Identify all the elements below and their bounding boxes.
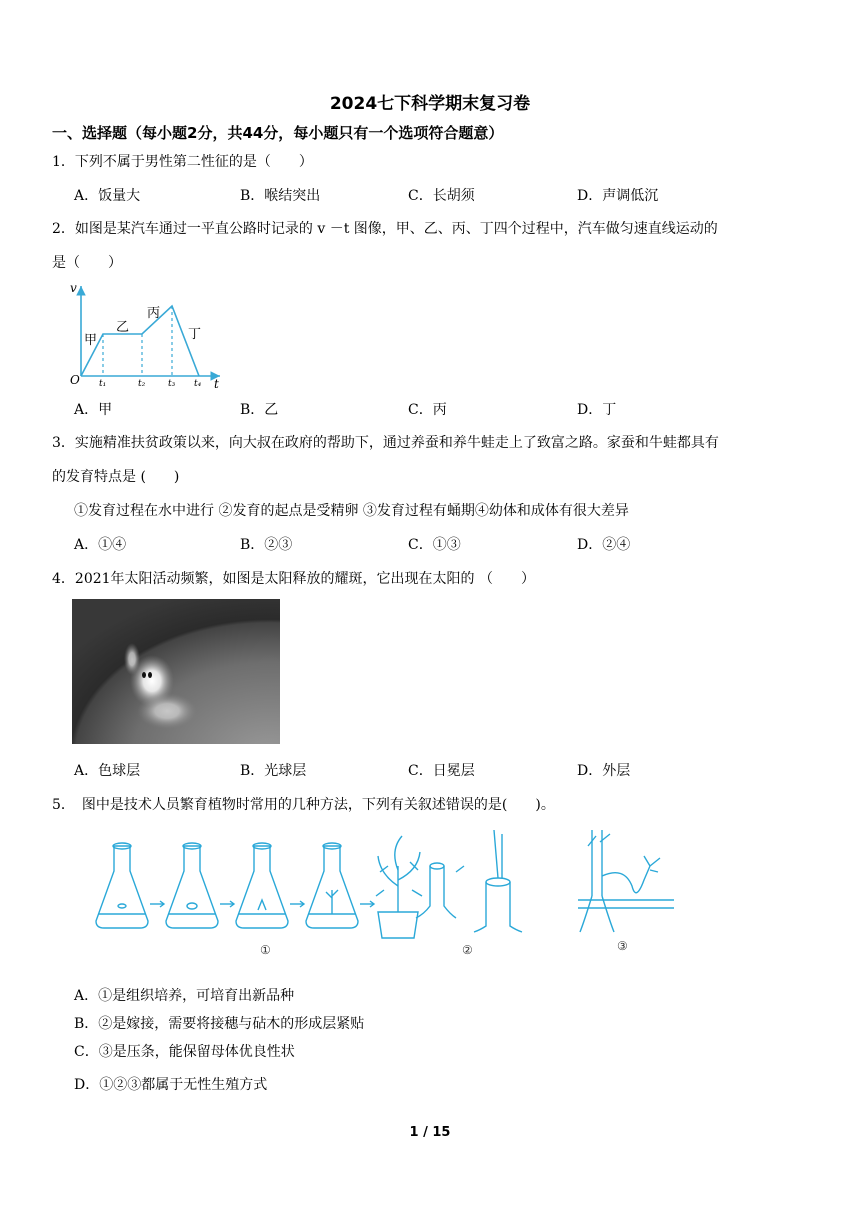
segment-yi: 乙: [116, 320, 130, 335]
flask-3: [236, 843, 288, 928]
option-c: C．长胡须: [408, 188, 475, 204]
tick-t1: t₁: [99, 379, 107, 389]
figure-label-2: ②: [462, 943, 473, 957]
page-title: 2024七下科学期末复习卷: [329, 94, 531, 114]
segment-ding: 丁: [188, 327, 202, 342]
x-axis-label: t: [214, 377, 219, 390]
option-b: B．喉结突出: [240, 188, 321, 204]
question-4-stem: 4．2021年太阳活动频繁，如图是太阳释放的耀斑，它出现在太阳的 （ ）: [52, 571, 535, 587]
vt-curve: [81, 306, 202, 376]
flask-2: [166, 843, 218, 928]
question-5-option-a: A．①是组织培养，可培育出新品种: [74, 988, 295, 1004]
y-axis-label: v: [70, 281, 77, 295]
segment-jia: 甲: [84, 333, 98, 348]
page-number: 1 / 15: [409, 1125, 451, 1140]
question-5-option-b: B．②是嫁接，需要将接穗与砧木的形成层紧贴: [74, 1016, 365, 1032]
grafting: [416, 830, 522, 932]
origin-label: O: [70, 373, 80, 387]
figure-label-3: ③: [617, 939, 628, 953]
question-2-stem-line1: 2．如图是某汽车通过一平直公路时记录的 v －t 图像，甲、乙、丙、丁四个过程中，汽车做匀速直线运动的: [52, 221, 718, 237]
question-5-option-c: C．③是压条，能保留母体优良性状: [74, 1044, 295, 1060]
option-b: B．②③: [240, 537, 293, 553]
option-a: A．甲: [74, 402, 113, 418]
question-3-stem-line2: 的发育特点是 ( ): [52, 469, 180, 485]
option-c: C．丙: [408, 402, 447, 418]
option-d: D．外层: [577, 763, 631, 779]
option-b: B．光球层: [240, 763, 307, 779]
tick-t2: t₂: [138, 379, 146, 389]
question-3-statements: ①发育过程在水中进行 ②发育的起点是受精卵 ③发育过程有蛹期④幼体和成体有很大差异: [74, 503, 629, 519]
option-a: A．饭量大: [74, 188, 141, 204]
option-a: A．①④: [74, 537, 127, 553]
segment-bing: 丙: [147, 306, 161, 321]
option-a: A．色球层: [74, 763, 141, 779]
section-heading: 一、选择题（每小题2分，共44分，每小题只有一个选项符合题意）: [52, 124, 504, 142]
tick-t3: t₃: [168, 379, 176, 389]
question-5-option-d: D．①②③都属于无性生殖方式: [74, 1077, 268, 1093]
option-c: C．①③: [408, 537, 461, 553]
question-1-stem: 1．下列不属于男性第二性征的是（ ）: [52, 154, 313, 170]
question-5-stem: 5． 图中是技术人员繁育植物时常用的几种方法，下列有关叙述错误的是( )。: [52, 797, 555, 813]
tick-t4: t₄: [194, 379, 202, 389]
option-b: B．乙: [240, 402, 279, 418]
flask-1: [96, 843, 148, 928]
option-d: D．声调低沉: [577, 188, 659, 204]
solar-flare-photo: [72, 599, 280, 744]
flask-4: [306, 843, 358, 928]
layering: [578, 830, 674, 932]
figure-label-1: ①: [260, 943, 271, 957]
question-2-stem-line2: 是（ ）: [52, 255, 122, 271]
option-c: C．日冕层: [408, 763, 475, 779]
question-1-options: [74, 185, 834, 207]
question-4-options: [74, 760, 834, 782]
question-2-options: [74, 399, 834, 421]
potted-plant: [324, 836, 422, 938]
question-3-stem-line1: 3．实施精准扶贫政策以来，向大叔在政府的帮助下，通过养蚕和养牛蛙走上了致富之路。家蚕和牛蛙都具有: [52, 435, 719, 451]
question-3-options: [74, 534, 834, 556]
plant-propagation-figure: [84, 826, 680, 964]
vt-graph: [60, 280, 230, 390]
option-d: D．丁: [577, 402, 617, 418]
option-d: D．②④: [577, 537, 631, 553]
